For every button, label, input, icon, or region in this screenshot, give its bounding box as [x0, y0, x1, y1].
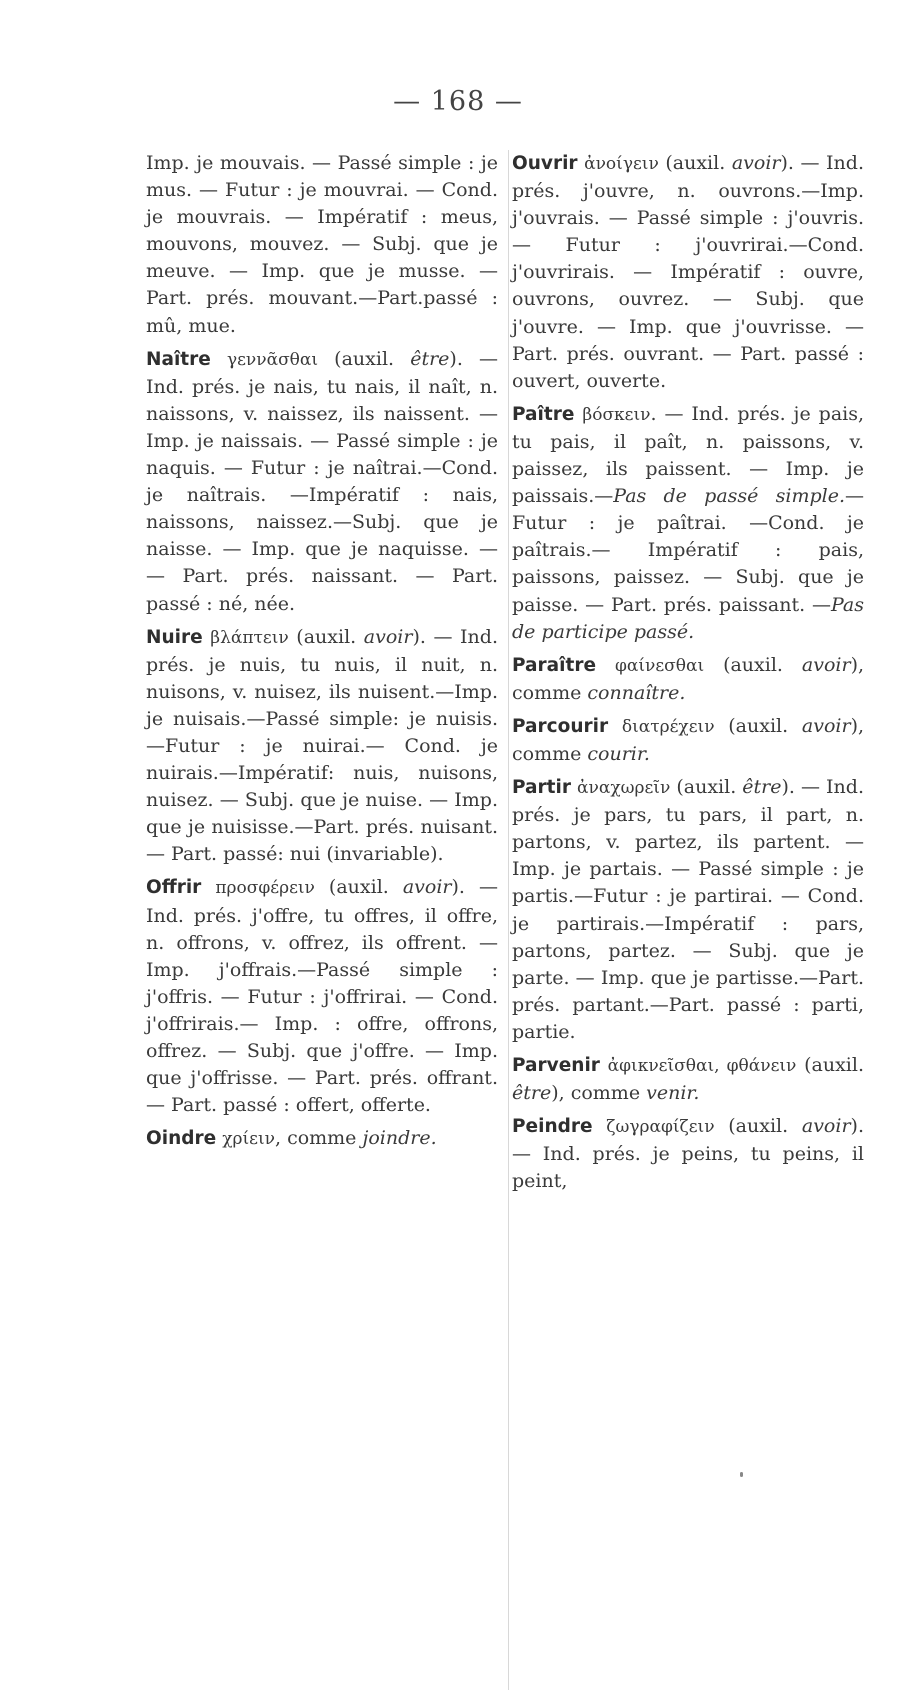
- entry-partir: [512, 774, 864, 1046]
- headword: Parvenir: [512, 1055, 600, 1076]
- headword: Partir: [512, 777, 571, 799]
- entry-parvenir: [512, 1052, 864, 1107]
- greek-translation: χρίειν: [222, 1129, 275, 1150]
- entry-italic: avoir: [731, 152, 781, 174]
- entry-text: (auxil.: [714, 1115, 802, 1138]
- entry-text: . — Ind. prés. je pais, tu pais, il paît, n. paissons, v. paissez, ils paissent. — Imp. je paissais.—: [512, 402, 865, 508]
- greek-translation: ἀναχωρεῖν: [577, 778, 671, 799]
- right-column: [512, 150, 864, 1201]
- greek-translation: ἀφικνεῖσθαι, φθάνειν: [607, 1056, 797, 1076]
- entry-nuire: [146, 624, 498, 869]
- entry-peindre: [512, 1113, 864, 1195]
- entry-paitre: [512, 401, 864, 646]
- entry-text: (auxil.: [796, 1054, 864, 1076]
- column-divider: [508, 150, 509, 1690]
- entry-italic: être: [512, 1082, 552, 1105]
- entry-text: (auxil.: [658, 152, 732, 174]
- entry-text: ), comme: [551, 1082, 647, 1105]
- entry-text: ). — Ind. prés. je nuis, tu nuis, il nuit, n. nuisons, v. nuisez, ils nuisent.—Imp. je nuisais.—Passé simple: je nuisis.—Futur : je nuirai.— Cond. je nuirais.—Impératif: nuis, nuisons, nuisez. — Subj. que je nuise. — Imp. que je nuisisse.—Part. prés. nuisant. — Part. passé: nui (invariable).: [146, 625, 498, 866]
- entry-text: Imp. je mouvais. — Passé simple : je mus. — Futur : je mouvrai. — Cond. je mouvrais. — Impératif : meus, mouvons, mouvez. — Subj. que je meuve. — Imp. que je musse. — Part. prés. mouvant.—Part.passé : mû, mue.: [146, 152, 498, 337]
- page-number: — 168 —: [393, 86, 523, 117]
- entry-italic: Pas de passé simple.: [613, 485, 845, 508]
- greek-translation: φαίνεσθαι: [614, 655, 705, 676]
- entry-text: (auxil.: [288, 625, 364, 648]
- entry-italic: connaître.: [587, 681, 686, 704]
- headword: Parcourir: [512, 715, 609, 737]
- greek-translation: ἀνοίγειν: [584, 154, 659, 174]
- entry-text: , comme: [274, 1127, 363, 1150]
- headword: Oindre: [146, 1128, 217, 1150]
- entry-text: ). — Ind. prés. j'ouvre, n. ouvrons.—Imp. j'ouvrais. — Passé simple : j'ouvris. — Futur : j'ouvrirai.—Cond. j'ouvrirais. — Impératif : ouvre, ouvrons, ouvrez. — Subj. que j'ouvre. — Imp. que j'ouvrisse. — Part. prés. ouvrant. — Part. passé : ouvert, ouverte.: [512, 152, 864, 392]
- headword: Paître: [512, 403, 575, 425]
- entry-text: (auxil.: [314, 876, 403, 899]
- entry-italic: avoir: [801, 714, 851, 737]
- entry-paraitre: [512, 652, 864, 707]
- entry-italic: avoir: [801, 653, 851, 676]
- headword: Paraître: [512, 654, 597, 676]
- entry-italic: Pas de participe passé.: [512, 593, 864, 643]
- entry-text: (auxil.: [318, 347, 411, 370]
- entry-italic: venir.: [646, 1082, 700, 1105]
- entry-text: ). — Ind. prés. je peins, tu peins, il peint,: [512, 1115, 864, 1193]
- entry-text: ), comme: [512, 653, 865, 704]
- entry-italic: être: [742, 776, 782, 799]
- entry-text: ), comme: [512, 714, 865, 765]
- headword: Naître: [146, 348, 211, 370]
- entry-mouvoir-continued: [146, 150, 498, 340]
- entry-text: (auxil.: [714, 714, 802, 737]
- entry-italic: avoir: [801, 1115, 851, 1138]
- headword: Ouvrir: [512, 153, 578, 174]
- entry-text: (auxil.: [670, 776, 743, 799]
- entry-italic: courir.: [587, 742, 650, 765]
- greek-translation: γεννᾶσθαι: [226, 349, 319, 370]
- headword: Peindre: [512, 1116, 593, 1138]
- greek-translation: βλάπτειν: [210, 627, 289, 648]
- headword: Nuire: [146, 626, 203, 648]
- entry-text: ). — Ind. prés. je nais, tu nais, il naît, n. naissons, v. naissez, ils naissent. — Imp. je naissais. — Passé simple : je naquis. — Futur : je naîtrai.—Cond. je naîtrais. —Impératif : nais, naissons, naissez.—Subj. que je naisse. — Imp. que je naquisse. — — Part. prés. naissant. — Part. passé : né, née.: [146, 347, 498, 615]
- entry-naitre: [146, 346, 498, 618]
- entry-offrir: [146, 874, 498, 1119]
- ink-speck: [740, 1472, 743, 1477]
- entry-italic: être: [410, 347, 450, 370]
- greek-translation: διατρέχειν: [621, 716, 715, 737]
- entry-ouvrir: [512, 150, 864, 395]
- left-column: [146, 150, 498, 1159]
- entry-text: ). — Ind. prés. j'offre, tu offres, il offre, n. offrons, v. offrez, ils offrent. — Imp. j'offrais.—Passé simple : j'offris. — Futur : j'offrirai. — Cond. j'offrirais.— Imp. : offre, offrons, offrez. — Subj. que j'offre. — Imp. que j'offrisse. — Part. prés. offrant. — Part. passé : offert, offerte.: [146, 876, 498, 1117]
- entry-text: — Futur : je paîtrai. —Cond. je paîtrais.— Impératif : pais, paissons, paissez. — Subj. que je paisse. — Part. prés. paissant. —: [512, 485, 864, 616]
- headword: Offrir: [146, 877, 202, 899]
- greek-translation: προσφέρειν: [215, 878, 315, 899]
- greek-translation: βόσκειν: [582, 404, 651, 425]
- greek-translation: ζωγραφίζειν: [606, 1117, 715, 1138]
- entry-italic: avoir: [402, 876, 452, 899]
- entry-text: (auxil.: [704, 653, 802, 676]
- entry-italic: joindre.: [362, 1127, 437, 1150]
- entry-oindre: [146, 1125, 498, 1153]
- entry-italic: avoir: [363, 625, 413, 648]
- entry-text: ). — Ind. prés. je pars, tu pars, il part, n. partons, v. partez, ils partent. — Imp. je partais. — Passé simple : je partis.—Futur : je partirai. — Cond. je partirais.—Impératif : pars, partons, partez. — Subj. que je parte. — Imp. que je partisse.—Part. prés. partant.—Part. passé : parti, partie.: [512, 776, 864, 1043]
- entry-parcourir: [512, 713, 864, 768]
